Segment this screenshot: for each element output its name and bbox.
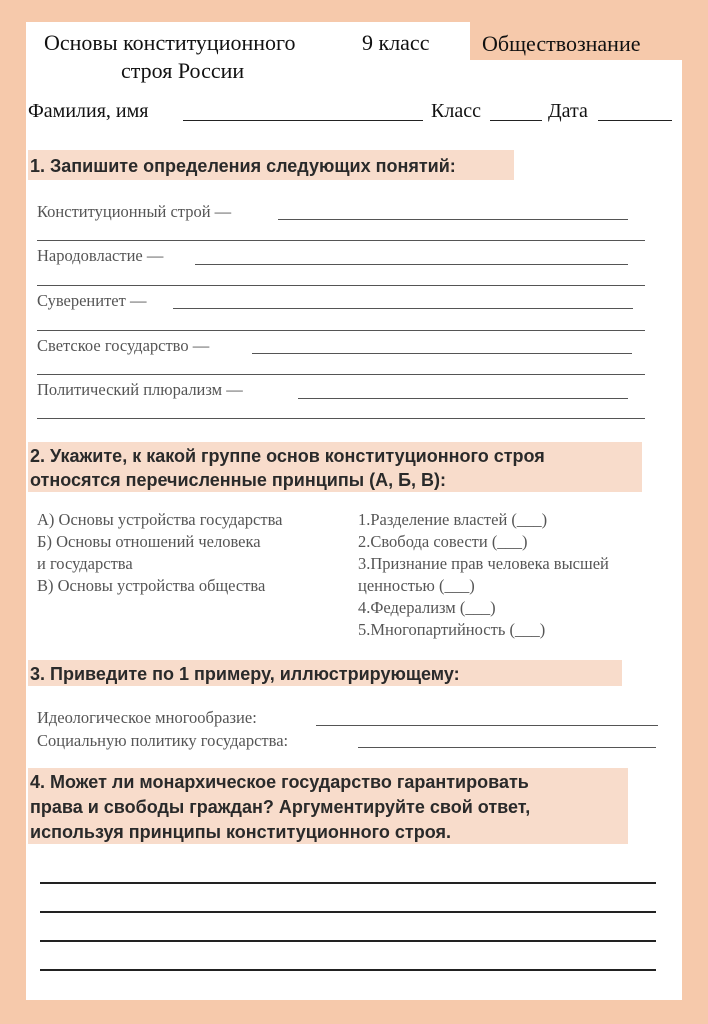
- example-line-1[interactable]: [316, 725, 658, 726]
- date-blank[interactable]: [598, 120, 672, 121]
- group-b: Б) Основы отношений человека: [37, 532, 261, 551]
- term-sovereignty: Суверенитет —: [37, 291, 147, 310]
- group-b-cont: и государства: [37, 554, 133, 573]
- answer-line-1a[interactable]: [278, 219, 628, 220]
- answer-line-1b[interactable]: [37, 240, 645, 241]
- answer-line-3a[interactable]: [173, 308, 633, 309]
- answer-line-4a[interactable]: [252, 353, 632, 354]
- essay-line-3[interactable]: [40, 940, 656, 942]
- essay-line-1[interactable]: [40, 882, 656, 884]
- date-label: Дата: [548, 100, 588, 122]
- principle-2: 2.Свобода совести (___): [358, 532, 528, 551]
- q2-heading-line2: относятся перечисленные принципы (А, Б, В):: [30, 470, 447, 490]
- principle-3: 3.Признание прав человека высшей: [358, 554, 609, 573]
- term-secular-state: Светское государство —: [37, 336, 210, 355]
- essay-line-4[interactable]: [40, 969, 656, 971]
- title-line2: строя России: [121, 58, 245, 83]
- group-c: В) Основы устройства общества: [37, 576, 266, 595]
- essay-line-2[interactable]: [40, 911, 656, 913]
- class-blank[interactable]: [490, 120, 542, 121]
- name-blank[interactable]: [183, 120, 423, 121]
- class-label: Класс: [431, 100, 481, 122]
- answer-line-2a[interactable]: [195, 264, 628, 265]
- answer-line-4b[interactable]: [37, 374, 645, 375]
- principle-1: 1.Разделение властей (___): [358, 510, 548, 529]
- q1-heading: 1. Запишите определения следующих понятий:: [30, 156, 456, 176]
- example-ideological-diversity: Идеологическое многообразие:: [37, 708, 257, 727]
- answer-line-5a[interactable]: [298, 398, 628, 399]
- answer-line-5b[interactable]: [37, 418, 645, 419]
- q4-heading-line1: 4. Может ли монархическое государство гарантировать: [30, 772, 529, 792]
- q4-heading-line3: используя принципы конституционного строя.: [30, 822, 451, 842]
- answer-line-2b[interactable]: [37, 285, 645, 286]
- name-label: Фамилия, имя: [28, 100, 149, 122]
- group-a: А) Основы устройства государства: [37, 510, 283, 529]
- principle-3-cont: ценностью (___): [358, 576, 475, 595]
- term-people-power: Народовластие —: [37, 246, 164, 265]
- q2-heading-line1: 2. Укажите, к какой группе основ конституционного строя: [30, 446, 545, 466]
- q3-heading: 3. Приведите по 1 примеру, иллюстрирующему:: [30, 664, 460, 684]
- grade-label: 9 класс: [362, 30, 430, 55]
- answer-line-3b[interactable]: [37, 330, 645, 331]
- example-line-2[interactable]: [358, 747, 656, 748]
- subject-label: Обществознание: [470, 22, 682, 60]
- principle-5: 5.Многопартийность (___): [358, 620, 546, 639]
- title-line1: Основы конституционного: [44, 30, 296, 55]
- principle-4: 4.Федерализм (___): [358, 598, 496, 617]
- term-constitutional-order: Конституционный строй —: [37, 202, 232, 221]
- q4-heading-line2: права и свободы граждан? Аргументируйте свой ответ,: [30, 797, 531, 817]
- example-social-policy: Социальную политику государства:: [37, 731, 289, 750]
- term-political-pluralism: Политический плюрализм —: [37, 380, 243, 399]
